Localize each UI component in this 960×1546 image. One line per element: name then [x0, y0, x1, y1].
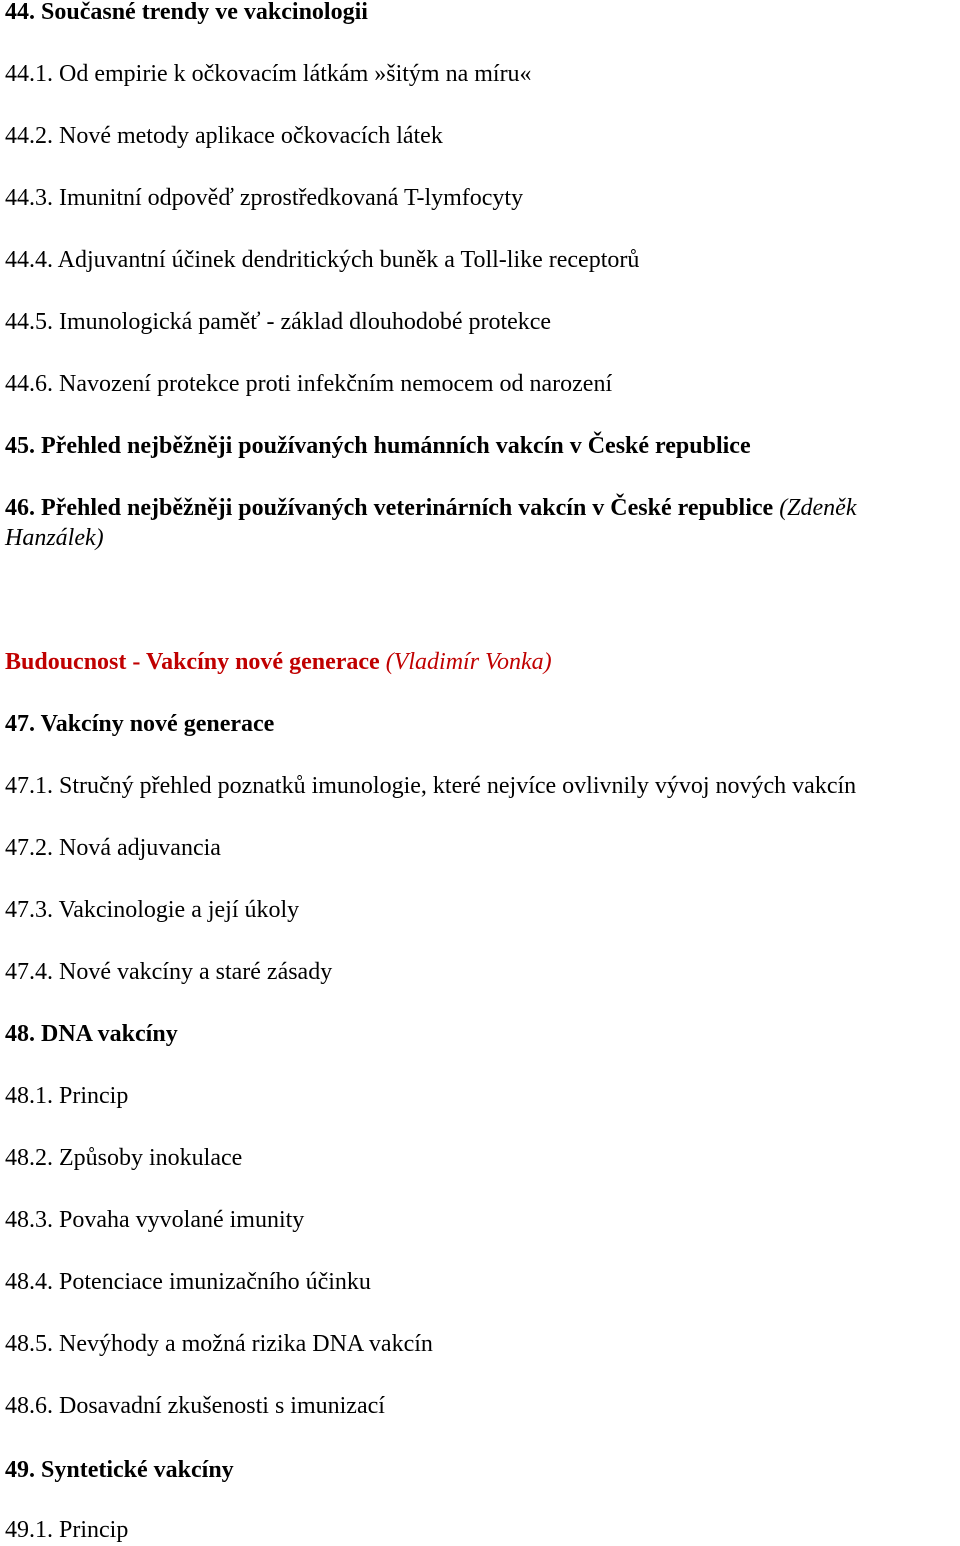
section-heading-46-author: (Zdeněk Hanzálek): [5, 495, 857, 551]
part-heading-author: (Vladimír Vonka): [385, 649, 552, 675]
subsection-44-2: 44.2. Nové metody aplikace očkovacích látek: [5, 123, 443, 149]
section-heading-46-title: 46. Přehled nejběžněji používaných veterinárních vakcín v České republice: [5, 495, 774, 521]
subsection-44-3: 44.3. Imunitní odpověď zprostředkovaná T-lymfocyty: [5, 185, 524, 211]
section-heading-48: 48. DNA vakcíny: [5, 1021, 178, 1047]
subsection-48-1: 48.1. Princip: [5, 1083, 129, 1109]
section-heading-46: [5, 493, 956, 553]
section-heading-45: 45. Přehled nejběžněji používaných humánních vakcín v České republice: [5, 433, 751, 459]
subsection-44-5: 44.5. Imunologická paměť - základ dlouhodobé protekce: [5, 309, 552, 335]
subsection-44-6: 44.6. Navození protekce proti infekčním nemocem od narození: [5, 371, 613, 397]
section-heading-44: 44. Současné trendy ve vakcinologii: [5, 0, 368, 25]
part-heading-title: Budoucnost - Vakcíny nové generace: [5, 649, 380, 675]
subsection-48-3: 48.3. Povaha vyvolané imunity: [5, 1207, 305, 1233]
subsection-48-4: 48.4. Potenciace imunizačního účinku: [5, 1269, 371, 1295]
subsection-47-2: 47.2. Nová adjuvancia: [5, 835, 221, 861]
part-heading: [5, 647, 956, 677]
subsection-47-1: 47.1. Stručný přehled poznatků imunologie, které nejvíce ovlivnily vývoj nových vakcín: [5, 773, 857, 799]
subsection-48-5: 48.5. Nevýhody a možná rizika DNA vakcín: [5, 1331, 433, 1357]
section-heading-47: 47. Vakcíny nové generace: [5, 711, 275, 737]
subsection-48-6: 48.6. Dosavadní zkušenosti s imunizací: [5, 1393, 385, 1419]
subsection-48-2: 48.2. Způsoby inokulace: [5, 1145, 243, 1171]
subsection-44-4: 44.4. Adjuvantní účinek dendritických buněk a Toll-like receptorů: [5, 247, 640, 273]
subsection-47-3: 47.3. Vakcinologie a její úkoly: [5, 897, 300, 923]
subsection-44-1: 44.1. Od empirie k očkovacím látkám »šitým na míru«: [5, 61, 532, 87]
subsection-47-4: 47.4. Nové vakcíny a staré zásady: [5, 959, 333, 985]
subsection-49-1: 49.1. Princip: [5, 1517, 129, 1543]
section-heading-49: 49. Syntetické vakcíny: [5, 1457, 234, 1483]
